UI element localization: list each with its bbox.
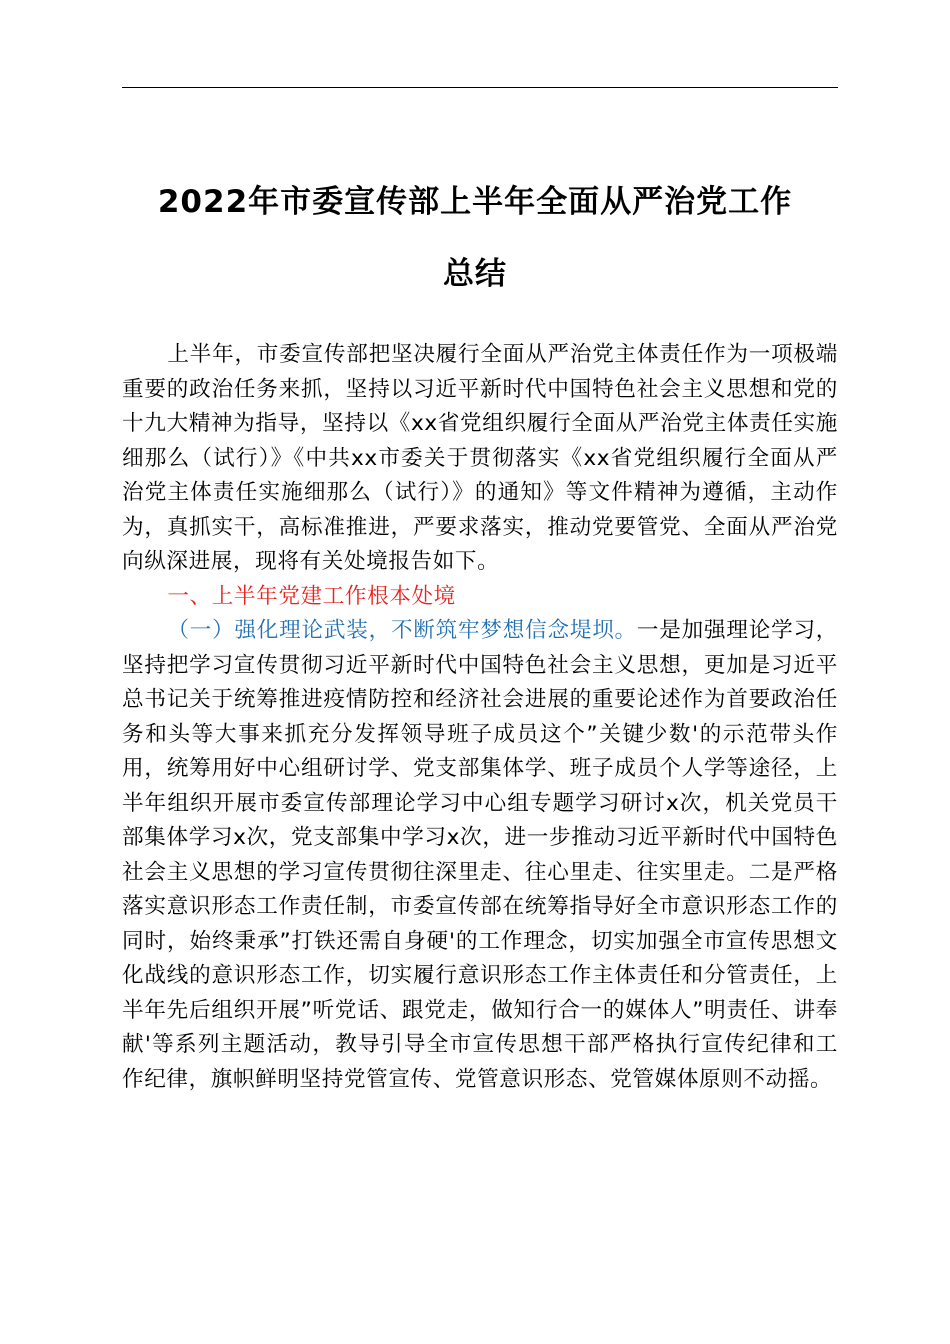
subsection-body: 一是加强理论学习，坚持把学习宣传贯彻习近平新时代中国特色社会主义思想，更加是习近平总书记关于统筹推进疫情防控和经济社会进展的重要论述作为首要政治任务和头等大事来抓充分发挥领导班子成员这个”关键少数'的示范带头作用，统筹用好中心组研讨学、党支部集体学、班子成员个人学等途径，上半年组织开展市委宣传部理论学习中心组专题学习研讨x次，机关党员干部集体学习x次，党支部集中学习x次，进一步推动习近平新时代中国特色社会主义思想的学习宣传贯彻往深里走、往心里走、往实里走。二是严格落实意识形态工作责任制，市委宣传部在统筹指导好全市意识形态工作的同时，始终秉承”打铁还需自身硬'的工作理念，切实加强全市宣传思想文化战线的意识形态工作，切实履行意识形态工作主体责任和分管责任，上半年先后组织开展”听党话、跟党走，做知行合一的媒体人”明责任、讲奉献'等系列主题活动，教导引导全市宣传思想干部严格执行宣传纪律和工作纪律，旗帜鲜明坚持党管宣传、党管意识形态、党管媒体原则不动摇。 (122, 618, 838, 1092)
subsection-heading: （一）强化理论武装，不断筑牢梦想信念堤坝。 (167, 618, 637, 643)
document-title-line-1: 2022年市委宣传部上半年全面从严治党工作 (157, 184, 793, 220)
document-body (122, 338, 838, 1097)
subsection-paragraph (122, 614, 838, 1097)
section-heading: 一、上半年党建工作根本处境 (167, 583, 456, 609)
header-rule (122, 87, 838, 88)
intro-paragraph: 上半年，市委宣传部把坚决履行全面从严治党主体责任作为一项极端重要的政治任务来抓，坚持以习近平新时代中国特色社会主义思想和党的十九大精神为指导，坚持以《xx省党组织履行全面从严治党主体责任实施细那么（试行）》《中共xx市委关于贯彻落实《xx省党组织履行全面从严治党主体责任实施细那么（试行）》的通知》等文件精神为遵循，主动作为，真抓实干，高标准推进，严要求落实，推动党要管党、全面从严治党向纵深进展，现将有关处境报告如下。 (122, 342, 838, 574)
document-title-line-2: 总结 (443, 256, 507, 292)
